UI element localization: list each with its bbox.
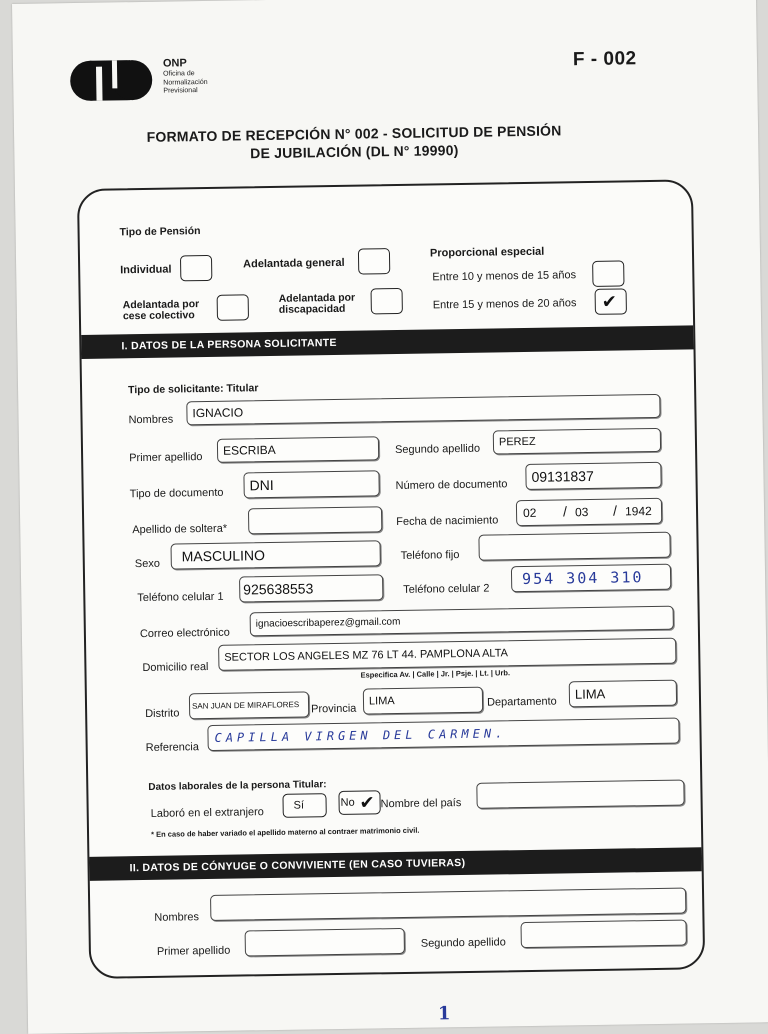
correo-label: Correo electrónico [139,626,230,641]
distrito-value: SAN JUAN DE MIRAFLORES [191,700,300,711]
entre-10-15-label: Entre 10 y menos de 15 años [432,269,577,284]
sexo-label: Sexo [134,557,160,571]
fecha-separator-2: / [612,502,618,519]
segundo-apellido-value: PEREZ [498,435,536,449]
no-check-mark-icon: ✔ [359,792,375,813]
fecha-anio-value: 1942 [624,504,652,519]
fecha-nacimiento-label: Fecha de nacimiento [396,514,499,529]
fecha-mes-value: 03 [574,505,589,520]
nombres-label: Nombres [128,413,174,427]
org-full-name [163,69,243,96]
numero-documento-label: Número de documento [395,478,508,493]
fecha-separator-1: / [562,503,568,520]
form-code: F - 002 [572,48,637,71]
conyuge-nombres-field[interactable] [210,888,686,921]
form-sheet [12,0,768,1034]
adelantada-discapacidad-checkbox[interactable] [371,288,403,314]
conyuge-primer-apellido-field[interactable] [245,928,405,957]
sexo-field[interactable] [170,540,380,569]
domicilio-hint: Especifica Av. | Calle | Jr. | Psje. | Lt. | Urb. [360,668,511,680]
no-label: No [340,796,355,809]
adelantada-discapacidad-label [279,293,356,316]
telefono-celular1-field[interactable] [239,574,383,602]
entre-10-15-checkbox[interactable] [592,260,624,286]
form-title [104,121,605,165]
laboro-extranjero-label: Laboró en el extranjero [150,806,264,820]
tipo-documento-value: DNI [249,476,274,494]
org-line-2: Normalización [163,78,208,87]
domicilio-label: Domicilio real [142,660,209,675]
correo-value: ignacioescribaperez@gmail.com [255,616,401,630]
apellido-soltera-field[interactable] [248,506,382,534]
primer-apellido-field[interactable] [217,436,379,463]
adelantada-disc-line-2: discapacidad [278,302,346,316]
nombre-pais-field[interactable] [476,780,684,809]
telefono-celular1-value: 925638553 [243,580,314,598]
conyuge-segundo-apellido-label: Segundo apellido [420,936,506,950]
conyuge-segundo-apellido-field[interactable] [520,920,686,949]
section-2-header: II. DATOS DE CÓNYUGE O CONVIVIENTE (EN CASO TUVIERAS) [89,847,701,881]
numero-documento-field[interactable] [525,462,661,490]
org-short-name: ONP [162,57,187,70]
individual-checkbox[interactable] [180,255,212,281]
conyuge-primer-apellido-label: Primer apellido [156,944,231,958]
referencia-label: Referencia [145,741,199,754]
numero-documento-value: 09131837 [531,467,594,485]
tipo-documento-field[interactable] [243,470,379,498]
page-number: 1 [437,1003,451,1025]
departamento-field[interactable] [569,680,677,708]
adelantada-general-label: Adelantada general [243,256,345,271]
segundo-apellido-field[interactable] [493,428,661,455]
tipo-solicitante: Tipo de solicitante: Titular [127,382,259,397]
nombres-field[interactable] [186,394,660,425]
org-line-1: Oficina de [163,70,195,78]
conyuge-nombres-label: Nombres [154,911,200,924]
section-1-header: I. DATOS DE LA PERSONA SOLICITANTE [81,325,693,359]
telefono-celular2-field[interactable] [511,564,671,593]
primer-apellido-value: ESCRIBA [222,442,276,458]
telefono-celular2-value: 954 304 310 [521,568,644,589]
adelantada-cese-checkbox[interactable] [217,294,249,320]
onp-logo [68,58,155,103]
telefono-celular1-label: Teléfono celular 1 [137,590,224,605]
referencia-value: CAPILLA VIRGEN DEL CARMEN. [214,726,507,745]
distrito-label: Distrito [145,707,180,720]
referencia-field[interactable] [207,718,679,751]
tipo-documento-label: Tipo de documento [129,486,224,501]
distrito-field[interactable] [189,691,309,719]
nombre-pais-label: Nombre del país [380,797,462,811]
adelantada-disc-line-1: Adelantada por [278,291,356,305]
adelantada-cese-line-2: cese colectivo [122,309,195,323]
si-label: Sí [293,799,305,812]
footnote: * En caso de haber variado el apellido materno al contraer matrimonio civil. [150,825,420,839]
telefono-fijo-field[interactable] [478,532,670,561]
adelantada-cese-label [123,299,200,322]
form-title-line-2: DE JUBILACIÓN (DL N° 19990) [250,142,459,162]
form-frame [77,179,705,979]
segundo-apellido-label: Segundo apellido [394,442,481,457]
entre-15-20-checkbox[interactable] [595,288,627,314]
adelantada-cese-line-1: Adelantada por [122,298,200,312]
nombres-value: IGNACIO [192,405,244,421]
labor-heading: Datos laborales de la persona Titular: [148,779,327,793]
proporcional-especial-label: Proporcional especial [429,245,545,260]
entre-15-20-label: Entre 15 y menos de 20 años [432,297,577,312]
correo-field[interactable] [250,606,674,637]
provincia-field[interactable] [363,687,483,715]
check-mark-icon: ✔ [601,291,617,312]
laboro-no-checkbox[interactable] [338,790,380,815]
laboro-si-checkbox[interactable] [282,793,326,818]
provincia-value: LIMA [368,695,395,708]
form-title-line-1: FORMATO DE RECEPCIÓN N° 002 - SOLICITUD DE PENSIÓN [146,122,562,145]
individual-label: Individual [120,263,172,277]
domicilio-value: SECTOR LOS ANGELES MZ 76 LT 44. PAMPLONA ALTA [224,647,509,664]
departamento-value: LIMA [574,686,606,702]
departamento-label: Departamento [486,695,557,709]
domicilio-field[interactable] [218,638,676,671]
primer-apellido-label: Primer apellido [129,451,203,465]
telefono-fijo-label: Teléfono fijo [400,549,460,562]
pension-type-heading: Tipo de Pensión [119,225,201,239]
fecha-nacimiento-field[interactable] [516,498,662,526]
org-line-3: Previsional [163,87,198,95]
provincia-label: Provincia [311,702,357,716]
sexo-value: MASCULINO [181,547,266,565]
fecha-dia-value: 02 [522,505,537,521]
adelantada-general-checkbox[interactable] [358,248,390,274]
telefono-celular2-label: Teléfono celular 2 [403,582,490,596]
apellido-soltera-label: Apellido de soltera* [132,522,228,537]
